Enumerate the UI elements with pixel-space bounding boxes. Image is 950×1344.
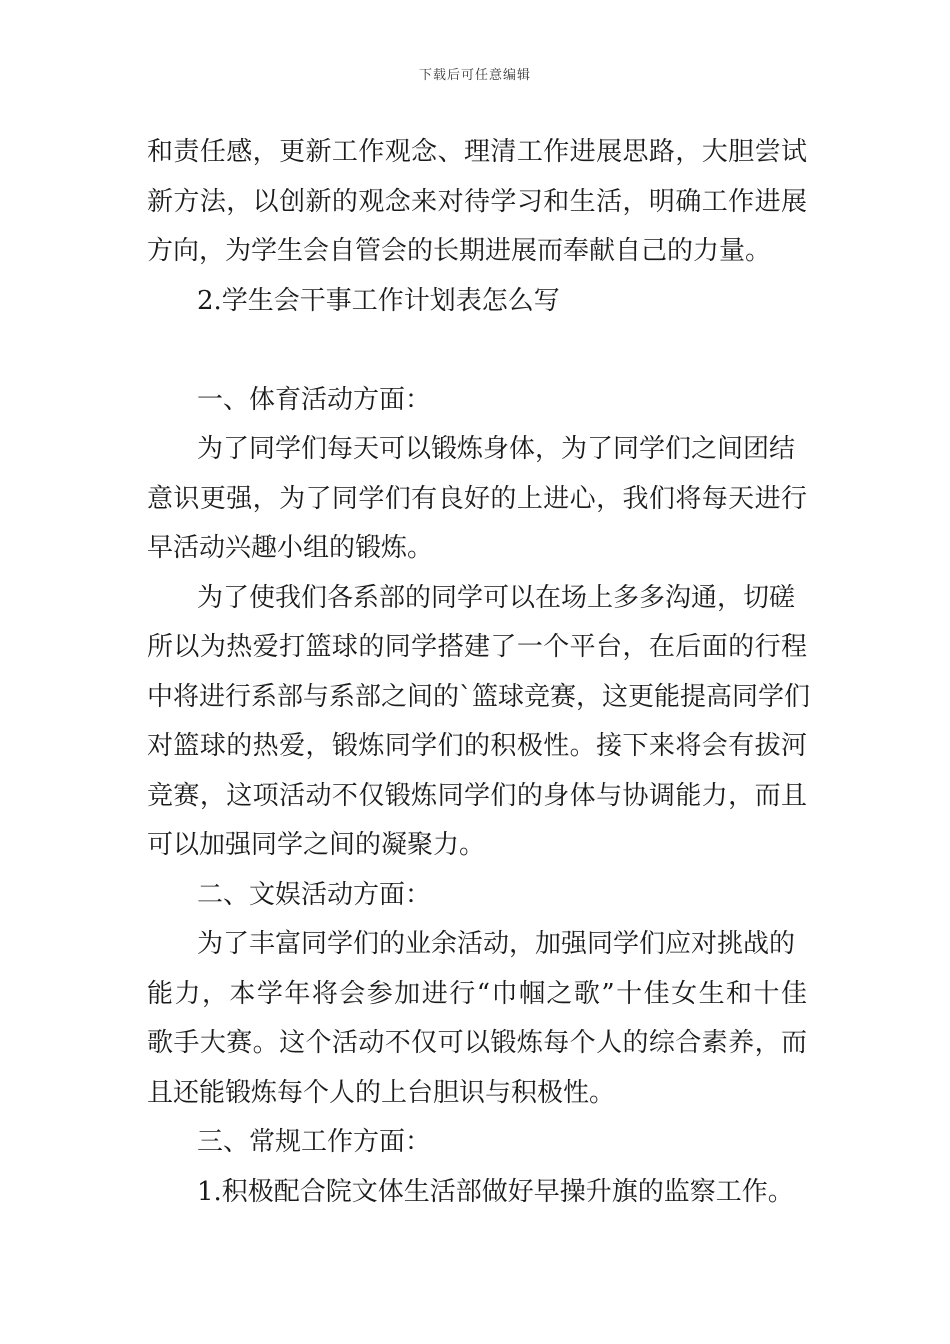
- section-heading: 2.学生会干事工作计划表怎么写: [197, 285, 560, 316]
- paragraph-line: 意识更强，为了同学们有良好的上进心，我们将每天进行: [147, 483, 807, 514]
- blank-line: [147, 326, 807, 376]
- paragraph-line: 新方法，以创新的观念来对待学习和生活，明确工作进展: [147, 186, 807, 217]
- paragraph-line: 方向，为学生会自管会的长期进展而奉献自己的力量。: [147, 236, 772, 266]
- list-item: 1.积极配合院文体生活部做好早操升旗的监察工作。: [197, 1176, 794, 1207]
- page-header-watermark: 下载后可任意编辑: [418, 68, 531, 83]
- paragraph-line: 中将进行系部与系部之间的`篮球竞赛，这更能提高同学们: [147, 681, 811, 712]
- paragraph-line: 为了同学们每天可以锻炼身体，为了同学们之间团结: [197, 434, 796, 464]
- paragraph-line: 为了丰富同学们的业余活动，加强同学们应对挑战的: [197, 929, 796, 959]
- paragraph-line: 且还能锻炼每个人的上台胆识与积极性。: [147, 1077, 616, 1108]
- document-body: [147, 128, 811, 1217]
- paragraph-line: 所以为热爱打篮球的同学搭建了一个平台，在后面的行程: [147, 632, 807, 662]
- paragraph-line: 为了使我们各系部的同学可以在场上多多沟通，切磋: [197, 582, 796, 613]
- section-heading: 三、常规工作方面：: [197, 1127, 432, 1157]
- paragraph-line: 能力，本学年将会参加进行“巾帼之歌”十佳女生和十佳: [147, 978, 807, 1009]
- section-heading: 二、文娱活动方面：: [197, 879, 432, 910]
- paragraph-line: 歌手大赛。这个活动不仅可以锻炼每个人的综合素养，而: [147, 1028, 807, 1058]
- paragraph-line: 竞赛，这项活动不仅锻炼同学们的身体与协调能力，而且: [147, 780, 807, 811]
- paragraph-line: 可以加强同学之间的凝聚力。: [147, 830, 486, 860]
- section-heading: 一、体育活动方面：: [197, 384, 432, 415]
- paragraph-line: 对篮球的热爱，锻炼同学们的积极性。接下来将会有拔河: [147, 731, 807, 761]
- paragraph-line: 和责任感，更新工作观念、理清工作进展思路，大胆尝试: [147, 137, 807, 167]
- paragraph-line: 早活动兴趣小组的锻炼。: [147, 533, 434, 563]
